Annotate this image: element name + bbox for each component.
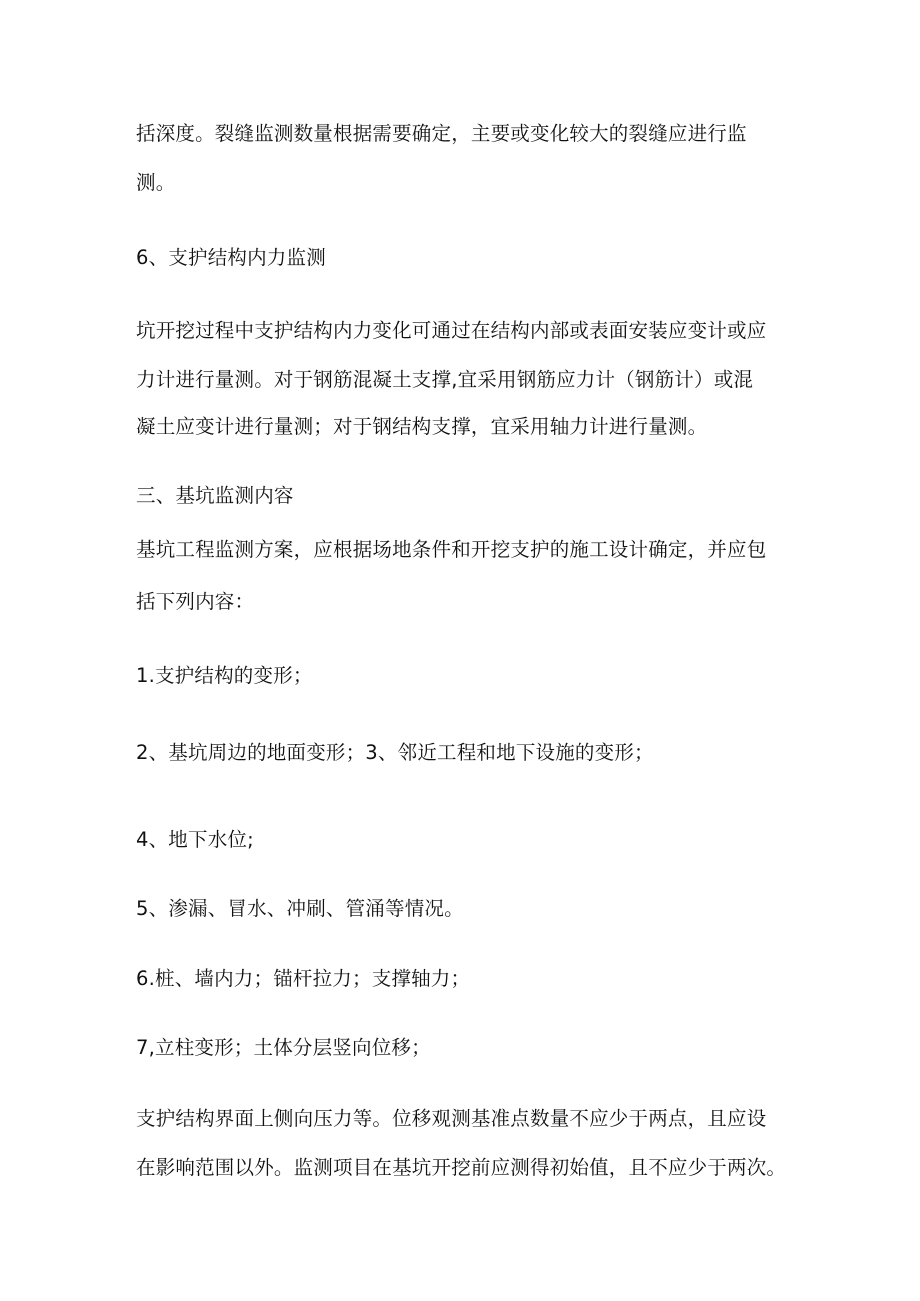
section-heading: 6、支护结构内力监测 [136, 246, 326, 269]
paragraph-line: 坑开挖过程中支护结构内力变化可通过在结构内部或表面安装应变计或应 [136, 319, 767, 342]
list-item: 5、渗漏、冒水、冲刷、管涌等情况。 [136, 897, 464, 920]
list-item: 4、地下水位; [136, 828, 254, 851]
list-item: 6.桩、墙内力；锚杆拉力；支撑轴力； [136, 967, 471, 990]
paragraph-line: 凝土应变计进行量测；对于钢结构支撑，宜采用轴力计进行量测。 [136, 415, 708, 438]
paragraph-line: 力计进行量测。对于钢筋混凝土支撑,宜采用钢筋应力计（钢筋计）或混 [136, 368, 754, 391]
paragraph-line: 测。 [136, 171, 176, 194]
list-item: 2、基坑周边的地面变形；3、邻近工程和地下设施的变形； [136, 741, 654, 764]
paragraph-line: 括深度。裂缝监测数量根据需要确定，主要或变化较大的裂缝应进行监 [136, 122, 747, 145]
list-item: 1.支护结构的变形； [136, 664, 313, 687]
chapter-heading: 三、基坑监测内容 [136, 484, 294, 507]
paragraph-line: 基坑工程监测方案，应根据场地条件和开挖支护的施工设计确定，并应包 [136, 538, 767, 561]
paragraph-line: 括下列内容： [136, 590, 255, 613]
paragraph-line: 支护结构界面上侧向压力等。位移观测基准点数量不应少于两点，且应设 [136, 1107, 767, 1130]
paragraph-line: 在影响范围以外。监测项目在基坑开挖前应测得初始值，且不应少于两次。 [136, 1156, 787, 1179]
list-item: 7,立柱变形；土体分层竖向位移； [136, 1036, 431, 1059]
